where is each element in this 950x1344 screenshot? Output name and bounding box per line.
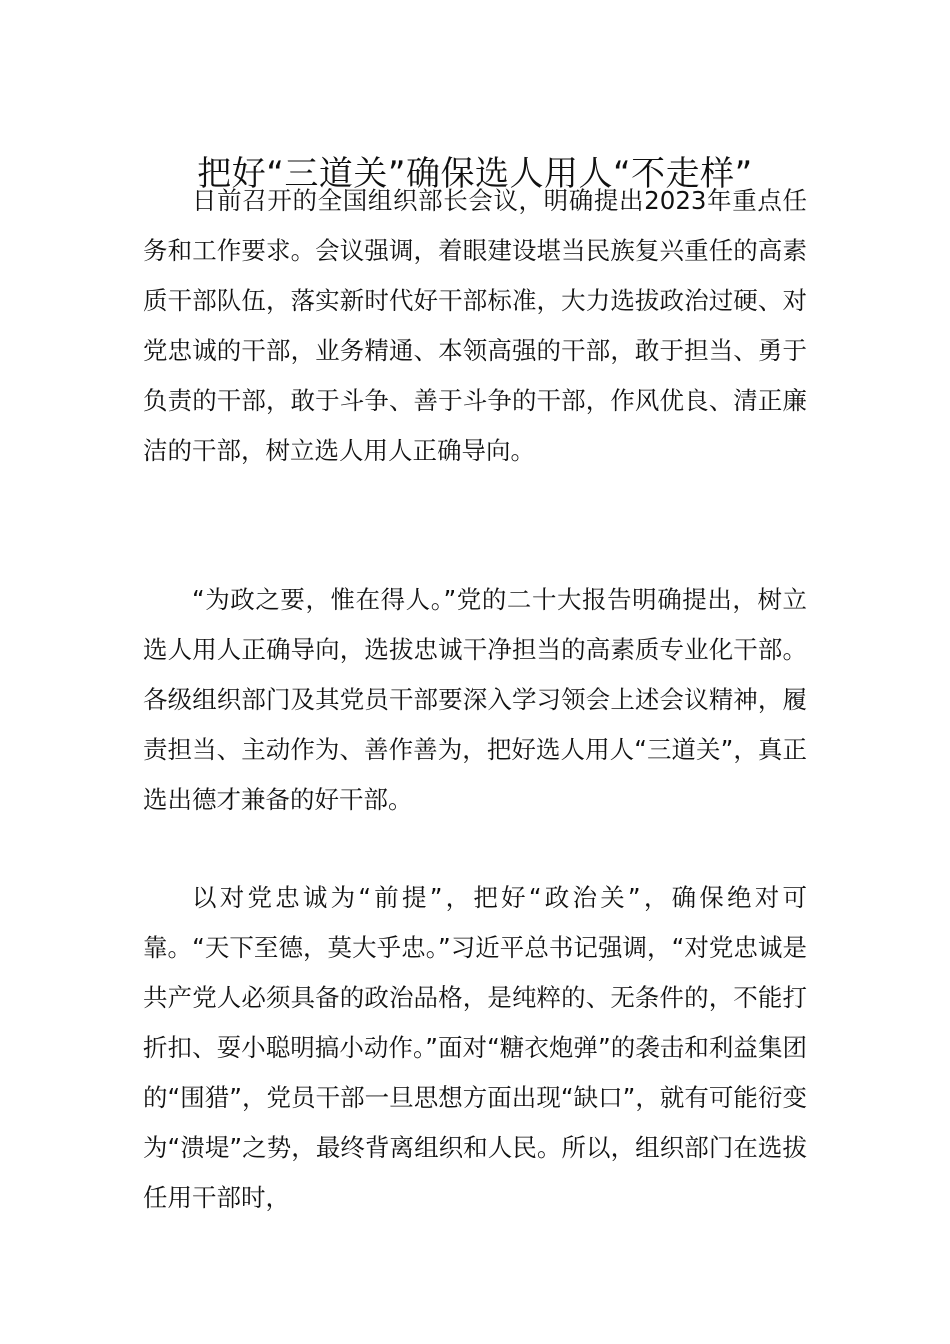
document-title: 把好“三道关”确保选人用人“不走样” [197, 153, 753, 194]
paragraph-political-check: 以对党忠诚为“前提”，把好“政治关”，确保绝对可靠。“天下至德，莫大乎忠。”习近平总书记强调，“对党忠诚是共产党人必须具备的政治品格，是纯粹的、无条件的，不能打折扣、耍小聪明搞小动作。”面对“糖衣炮弹”的袭击和利益集团的“围猎”，党员干部一旦思想方面出现“缺口”，就有可能衍变为“溃堤”之势，最终背离组织和人民。所以，组织部门在选拔任用干部时， [143, 883, 807, 1212]
paragraph-report-quote: “为政之要，惟在得人。”党的二十大报告明确提出，树立选人用人正确导向，选拔忠诚干净担当的高素质专业化干部。各级组织部门及其党员干部要深入学习领会上述会议精神，履责担当、主动作为、善作善为，把好选人用人“三道关”，真正选出德才兼备的好干部。 [143, 585, 807, 814]
paragraph-meeting-summary: 日前召开的全国组织部长会议，明确提出2023年重点任务和工作要求。会议强调，着眼建设堪当民族复兴重任的高素质干部队伍，落实新时代好干部标准，大力选拔政治过硬、对党忠诚的干部，业务精通、本领高强的干部，敢于担当、勇于负责的干部，敢于斗争、善于斗争的干部，作风优良、清正廉洁的干部，树立选人用人正确导向。 [143, 186, 807, 465]
